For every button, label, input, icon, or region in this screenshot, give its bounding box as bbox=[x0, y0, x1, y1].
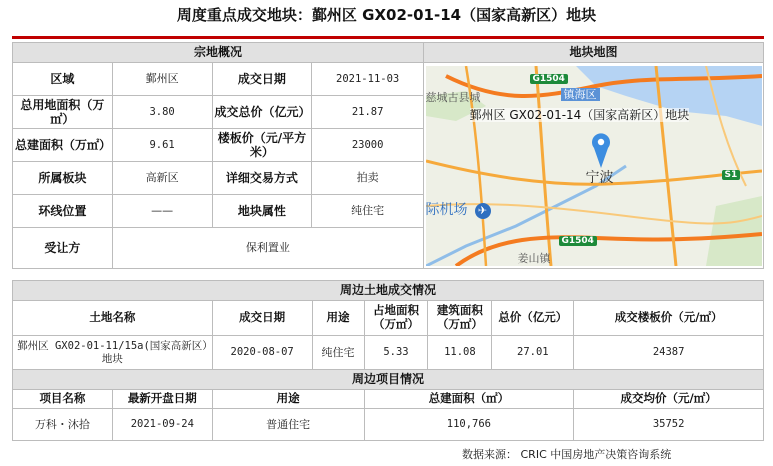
ring-value: —— bbox=[112, 195, 212, 228]
map-header: 地块地图 bbox=[424, 43, 764, 63]
nearby-land-header: 周边土地成交情况 bbox=[13, 281, 764, 301]
build-area-cell: 11.08 bbox=[428, 336, 492, 370]
land-area-label: 总用地面积（万㎡） bbox=[13, 96, 113, 129]
col-avg-price: 成交均价（元/㎡） bbox=[574, 390, 764, 409]
s1-shield: S1 bbox=[722, 170, 741, 181]
buyer-value: 保利置业 bbox=[112, 228, 423, 269]
nature-value: 纯住宅 bbox=[312, 195, 424, 228]
place-ningbo: 宁波 bbox=[585, 169, 614, 186]
floor-price-value: 23000 bbox=[312, 129, 424, 162]
map-pin-label: 鄞州区 GX02-01-14（国家高新区）地块 bbox=[469, 107, 690, 122]
g1504-top-shield: G1504 bbox=[530, 74, 568, 85]
land-area-cell: 5.33 bbox=[364, 336, 428, 370]
nearby-projects-header: 周边项目情况 bbox=[13, 370, 764, 390]
buyer-label: 受让方 bbox=[13, 228, 113, 269]
method-label: 详细交易方式 bbox=[212, 162, 312, 195]
ring-label: 环线位置 bbox=[13, 195, 113, 228]
g1504-bottom-shield: G1504 bbox=[559, 236, 597, 247]
title-divider bbox=[12, 36, 764, 39]
method-value: 拍卖 bbox=[312, 162, 424, 195]
place-jiangshan: 姜山镇 bbox=[517, 251, 551, 265]
place-cixi: 慈城古县城 bbox=[425, 90, 481, 104]
land-name-cell: 鄞州区 GX02-01-11/15a(国家高新区）地块 bbox=[13, 336, 213, 370]
floor-price-label: 楼板价（元/平方米） bbox=[212, 129, 312, 162]
place-airport: 际机场 bbox=[425, 201, 468, 218]
price-cell: 27.01 bbox=[492, 336, 574, 370]
place-zhenhai: 镇海区 bbox=[561, 88, 600, 101]
map-cell bbox=[424, 63, 764, 269]
data-source: 数据来源： CRIC 中国房地产决策咨询系统 bbox=[462, 448, 672, 461]
table-row bbox=[13, 336, 764, 370]
build-area-label: 总建面积（万㎡） bbox=[13, 129, 113, 162]
nearby-land-table bbox=[12, 280, 764, 370]
nature-label: 地块属性 bbox=[212, 195, 312, 228]
page-title: 周度重点成交地块：鄞州区 GX02-01-14（国家高新区）地块 bbox=[176, 6, 597, 24]
build-area-value: 9.61 bbox=[112, 129, 212, 162]
land-area-value: 3.80 bbox=[112, 96, 212, 129]
project-date-cell: 2021-09-24 bbox=[112, 409, 212, 441]
col-project-name: 项目名称 bbox=[13, 390, 113, 409]
col-total-build-area: 总建面积（㎡） bbox=[364, 390, 574, 409]
land-use-cell: 纯住宅 bbox=[312, 336, 364, 370]
region-value: 鄞州区 bbox=[112, 63, 212, 96]
nearby-projects-table bbox=[12, 369, 764, 441]
parcel-header: 宗地概况 bbox=[13, 43, 424, 63]
col-open-date: 最新开盘日期 bbox=[112, 390, 212, 409]
land-date-cell: 2020-08-07 bbox=[212, 336, 312, 370]
project-name-cell: 万科・沐拾 bbox=[13, 409, 113, 441]
parcel-overview-table bbox=[12, 42, 764, 269]
total-price-value: 21.87 bbox=[312, 96, 424, 129]
col-floor-price: 成交楼板价（元/㎡） bbox=[574, 301, 764, 336]
col-land-area: 占地面积（万㎡） bbox=[364, 301, 428, 336]
project-use-cell: 普通住宅 bbox=[212, 409, 364, 441]
col-deal-date: 成交日期 bbox=[212, 301, 312, 336]
table-row bbox=[13, 409, 764, 441]
sector-value: 高新区 bbox=[112, 162, 212, 195]
project-area-cell: 110,766 bbox=[364, 409, 574, 441]
airport-icon: ✈ bbox=[475, 203, 491, 219]
col-project-use: 用途 bbox=[212, 390, 364, 409]
total-price-label: 成交总价（亿元） bbox=[212, 96, 312, 129]
parcel-map[interactable] bbox=[426, 66, 762, 266]
deal-date-value: 2021-11-03 bbox=[312, 63, 424, 96]
map-pin-icon[interactable] bbox=[591, 132, 611, 171]
floor-price-cell: 24387 bbox=[574, 336, 764, 370]
project-price-cell: 35752 bbox=[574, 409, 764, 441]
col-use: 用途 bbox=[312, 301, 364, 336]
col-build-area: 建筑面积（万㎡） bbox=[428, 301, 492, 336]
col-land-name: 土地名称 bbox=[13, 301, 213, 336]
region-label: 区域 bbox=[13, 63, 113, 96]
sector-label: 所属板块 bbox=[13, 162, 113, 195]
deal-date-label: 成交日期 bbox=[212, 63, 312, 96]
col-total-price: 总价（亿元） bbox=[492, 301, 574, 336]
